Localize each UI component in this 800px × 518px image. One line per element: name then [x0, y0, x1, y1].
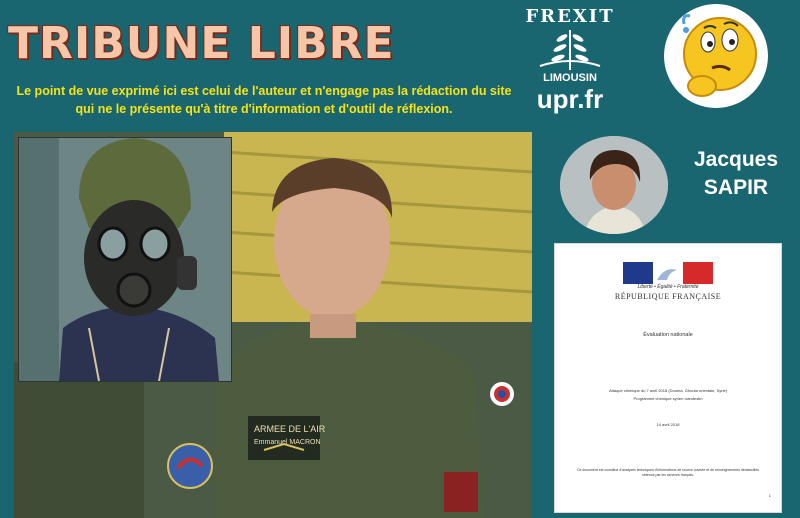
doc-date: 14 avril 2018 — [656, 422, 680, 427]
thinking-face-icon — [664, 4, 768, 108]
author-last-name: SAPIR — [703, 176, 769, 199]
gas-mask-soldier-photo — [18, 137, 232, 382]
doc-motto: Liberté • Égalité • Fraternité — [637, 284, 699, 290]
logo-region-text: LIMOUSIN — [543, 72, 597, 84]
doc-title: Évaluation nationale — [643, 332, 693, 338]
upr-logo[interactable] — [520, 6, 620, 126]
page-title: TRIBUNE LIBRE — [8, 18, 395, 69]
document-preview[interactable] — [554, 243, 782, 513]
logo-site-text: upr.fr — [536, 84, 604, 114]
badge-line1: ARMEE DE L'AIR — [254, 424, 326, 434]
doc-page-number: 1 — [768, 493, 771, 498]
author-name — [672, 146, 800, 202]
doc-republic: RÉPUBLIQUE FRANÇAISE — [614, 292, 722, 301]
doc-program: Programme chimique syrien clandestin — [633, 396, 703, 401]
author-first-name: Jacques — [693, 148, 779, 171]
marianne-flag-icon — [623, 262, 713, 284]
disclaimer-text: Le point de vue exprimé ici est celui de l'auteur et n'engage pas la rédaction du site qui ne le présente qu'à titre d'information et d'outil de réflexion. — [16, 84, 512, 116]
logo-frexit-text: FREXIT — [525, 6, 615, 27]
badge-line2: Emmanuel MACRON — [254, 439, 321, 446]
doc-subject: Attaque chimique du 7 avril 2018 (Douma, Ghouta orientale, Syrie) — [608, 388, 728, 393]
author-avatar — [560, 136, 668, 234]
olive-branch-icon — [534, 26, 606, 72]
doc-note: Ce document est constitué d'analyses techniques d'informations de source ouverte et de renseignements déclassifiés obtenus par les services français. — [576, 468, 760, 477]
